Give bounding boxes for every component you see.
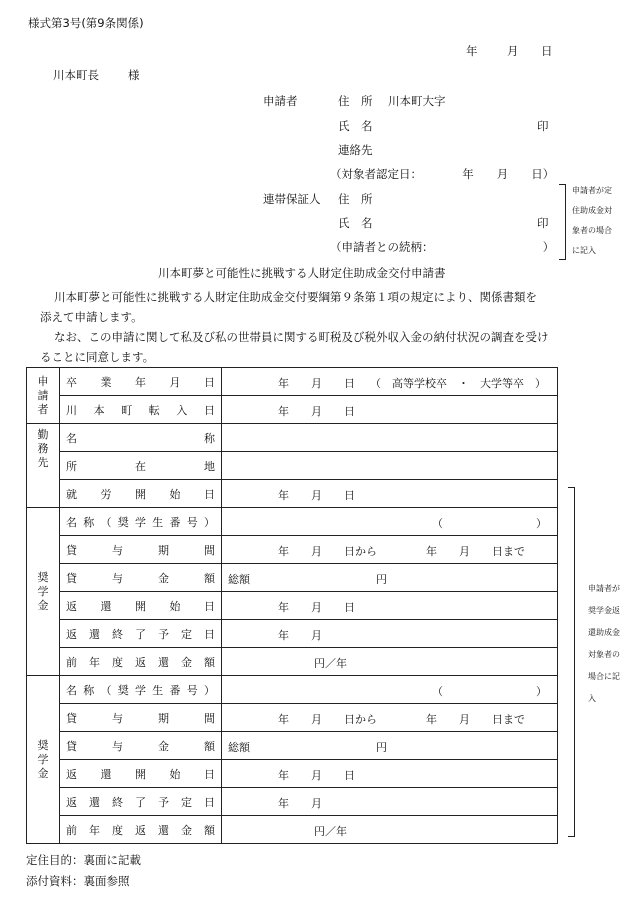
- value-period-to: 年 月 日まで: [426, 713, 525, 726]
- footer-purpose: 定住目的：裏面に記載: [26, 853, 141, 867]
- value-repay-start: 年 月 日: [278, 769, 355, 782]
- label-loan-period: 貸与期間: [66, 543, 215, 557]
- guarantor-label: 連帯保証人: [263, 192, 321, 206]
- body-paragraph-1: 川本町夢と可能性に挑戦する人財定住助成金交付要綱第９条第１項の規定により、関係書類を 添えて申請します。: [40, 290, 537, 324]
- table-row: [27, 424, 558, 452]
- section-scholarship-2: 奨学金: [27, 676, 60, 844]
- table-row: [27, 676, 558, 704]
- side-note-1: 申請者が定 住助成金対 象者の場合 に記入: [572, 186, 612, 255]
- label-repay-end: 返還終了予定日: [66, 627, 215, 641]
- side-bracket-2: [568, 487, 575, 837]
- label-prev-repay: 前年度返還金額: [66, 823, 215, 837]
- value-move-in-date: 年 月 日: [278, 405, 355, 418]
- applicant-seal: 印: [537, 119, 549, 133]
- table-row: [27, 368, 558, 396]
- applicant-label: 申請者: [263, 94, 298, 108]
- section-workplace: 勤務先: [27, 424, 60, 508]
- value-period-from: 年 月 日から: [278, 545, 377, 558]
- value-repay-end: 年 月: [278, 629, 322, 642]
- table-row: [27, 788, 558, 816]
- guarantor-address-label: 住 所: [338, 192, 373, 206]
- table-row: [27, 732, 558, 760]
- table-row: [27, 480, 558, 508]
- label-scholarship-name: 名称（奨学生番号）: [66, 515, 215, 529]
- value-graduation-date: 年 月 日: [278, 377, 355, 390]
- application-table: [26, 367, 558, 844]
- date-year-label: 年: [466, 44, 478, 58]
- table-row: [27, 760, 558, 788]
- paren-close: ）: [536, 685, 547, 698]
- table-row: [27, 452, 558, 480]
- section-scholarship-1: 奨学金: [27, 508, 60, 676]
- body-paragraph-2: なお、この申請に関して私及び私の世帯員に関する町税及び税外収入金の納付状況の調査を受け ることに同意します。: [40, 330, 549, 364]
- applicant-address-label: 住 所: [338, 94, 373, 108]
- guarantor-name-label: 氏 名: [338, 216, 373, 230]
- label-work-name: 名称: [66, 431, 215, 445]
- addressee: 川本町長: [53, 68, 99, 82]
- paren-close: ）: [536, 517, 547, 530]
- table-row: [27, 536, 558, 564]
- label-repay-start: 返還開始日: [66, 599, 215, 613]
- form-number: 様式第3号(第9条関係): [28, 16, 144, 30]
- value-per-year: 円／年: [314, 825, 347, 838]
- table-row: [27, 620, 558, 648]
- value-total-label: 総額: [228, 573, 250, 586]
- value-per-year: 円／年: [314, 657, 347, 670]
- label-graduation-date: 卒業年月日: [66, 375, 215, 389]
- side-bracket-1: [559, 184, 566, 260]
- addressee-suffix: 様: [128, 68, 140, 82]
- value-yen: 円: [376, 573, 387, 586]
- applicant-contact-label: 連絡先: [338, 143, 373, 157]
- table-row: [27, 648, 558, 676]
- table-row: [27, 396, 558, 424]
- value-total-label: 総額: [228, 741, 250, 754]
- paren-open: （: [432, 685, 443, 698]
- table-row: [27, 704, 558, 732]
- value-work-start: 年 月 日: [278, 489, 355, 502]
- value-yen: 円: [376, 741, 387, 754]
- applicant-address-value: 川本町大字: [388, 94, 446, 108]
- footer-attachments: 添付資料：裏面参照: [26, 874, 130, 888]
- label-loan-amount: 貸与金額: [66, 571, 215, 585]
- applicant-name-label: 氏 名: [338, 119, 373, 133]
- label-loan-amount: 貸与金額: [66, 739, 215, 753]
- value-period-from: 年 月 日から: [278, 713, 377, 726]
- paren-open: （: [432, 517, 443, 530]
- table-row: [27, 592, 558, 620]
- applicant-cert-date: （対象者認定日： 年 月 日）: [330, 167, 555, 181]
- value-period-to: 年 月 日まで: [426, 545, 525, 558]
- value-repay-start: 年 月 日: [278, 601, 355, 614]
- label-loan-period: 貸与期間: [66, 711, 215, 725]
- label-work-address: 所在地: [66, 459, 215, 473]
- date-day-label: 日: [541, 44, 553, 58]
- guarantor-seal: 印: [537, 216, 549, 230]
- section-applicant: 申請者: [27, 368, 60, 424]
- value-repay-end: 年 月: [278, 797, 322, 810]
- label-work-start: 就労開始日: [66, 487, 215, 501]
- label-repay-start: 返還開始日: [66, 767, 215, 781]
- label-move-in-date: 川本町転入日: [66, 403, 215, 417]
- label-scholarship-name: 名称（奨学生番号）: [66, 683, 215, 697]
- table-row: [27, 508, 558, 536]
- value-graduation-choice: （ 高等学校卒 ・ 大学等卒 ）: [370, 377, 546, 390]
- guarantor-relation: （申請者との続柄： ）: [330, 240, 555, 254]
- table-row: [27, 564, 558, 592]
- table-row: [27, 816, 558, 844]
- side-note-2: 申請者が 奨学金返 還助成金 対象者の 場合に記 入: [588, 584, 620, 703]
- document-title: 川本町夢と可能性に挑戦する人財定住助成金交付申請書: [158, 266, 446, 280]
- date-month-label: 月: [507, 44, 519, 58]
- label-repay-end: 返還終了予定日: [66, 795, 215, 809]
- label-prev-repay: 前年度返還金額: [66, 655, 215, 669]
